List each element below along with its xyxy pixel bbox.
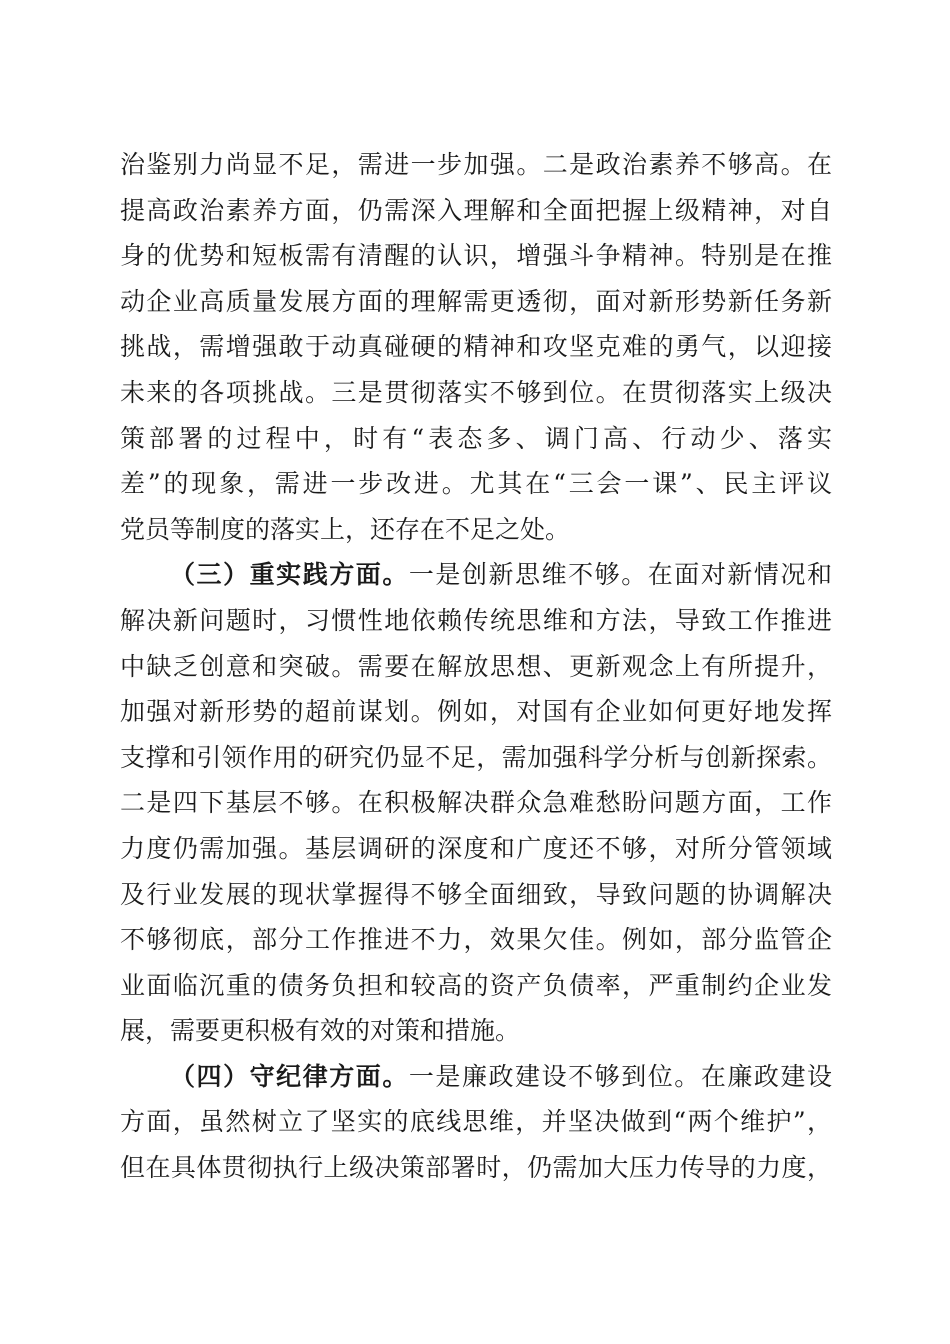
text-line: 力度仍需加强。基层调研的深度和广度还不够，对所分管领域 <box>120 833 832 863</box>
text-line: 党员等制度的落实上，还存在不足之处。 <box>120 514 571 544</box>
text-line: 加强对新形势的超前谋划。例如，对国有企业如何更好地发挥 <box>120 697 832 727</box>
text-line: 挑战，需增强敢于动真碰硬的精神和攻坚克难的勇气，以迎接 <box>120 332 832 362</box>
text-line: 方面，虽然树立了坚实的底线思维，并坚决做到“两个维护”， <box>120 1107 832 1137</box>
paragraph-continuation <box>120 142 832 552</box>
text-line: 不够彻底，部分工作推进不力，效果欠佳。例如，部分监管企 <box>120 925 832 955</box>
text-line: 中缺乏创意和突破。需要在解放思想、更新观念上有所提升， <box>120 651 832 681</box>
text-line: 身的优势和短板需有清醒的认识，增强斗争精神。特别是在推 <box>120 241 832 271</box>
text-line <box>120 1054 832 1100</box>
text-line: 提高政治素养方面，仍需深入理解和全面把握上级精神，对自 <box>120 195 832 225</box>
text-line: 展，需要更积极有效的对策和措施。 <box>120 1016 521 1046</box>
text-line <box>120 552 832 598</box>
paragraph-section-4 <box>120 1054 832 1191</box>
text-line: 解决新问题时，习惯性地依赖传统思维和方法，导致工作推进 <box>120 605 832 635</box>
section-heading: （三）重实践方面。 <box>170 560 409 590</box>
text-line: 治鉴别力尚显不足，需进一步加强。二是政治素养不够高。在 <box>120 150 832 179</box>
section-text: 一是廉政建设不够到位。在廉政建设 <box>408 1061 832 1091</box>
text-line: 二是四下基层不够。在积极解决群众急难愁盼问题方面，工作 <box>120 788 832 818</box>
text-line: 支撑和引领作用的研究仍显不足，需加强科学分析与创新探索。 <box>120 742 832 772</box>
paragraph-section-3 <box>120 552 832 1054</box>
section-text: 一是创新思维不够。在面对新情况和 <box>408 560 832 590</box>
text-line: 但在具体贯彻执行上级决策部署时，仍需加大压力传导的力度， <box>120 1153 832 1183</box>
text-line: 未来的各项挑战。三是贯彻落实不够到位。在贯彻落实上级决 <box>120 377 832 407</box>
text-line: 业面临沉重的债务负担和较高的资产负债率，严重制约企业发 <box>120 970 832 1000</box>
text-line: 及行业发展的现状掌握得不够全面细致，导致问题的协调解决 <box>120 879 832 909</box>
section-heading: （四）守纪律方面。 <box>170 1061 409 1091</box>
text-line: 差”的现象，需进一步改进。尤其在“三会一课”、民主评议 <box>120 469 832 499</box>
text-line: 动企业高质量发展方面的理解需更透彻，面对新形势新任务新 <box>120 286 832 316</box>
document-body <box>120 142 832 1191</box>
text-line: 策部署的过程中，时有“表态多、调门高、行动少、落实 <box>120 423 832 453</box>
